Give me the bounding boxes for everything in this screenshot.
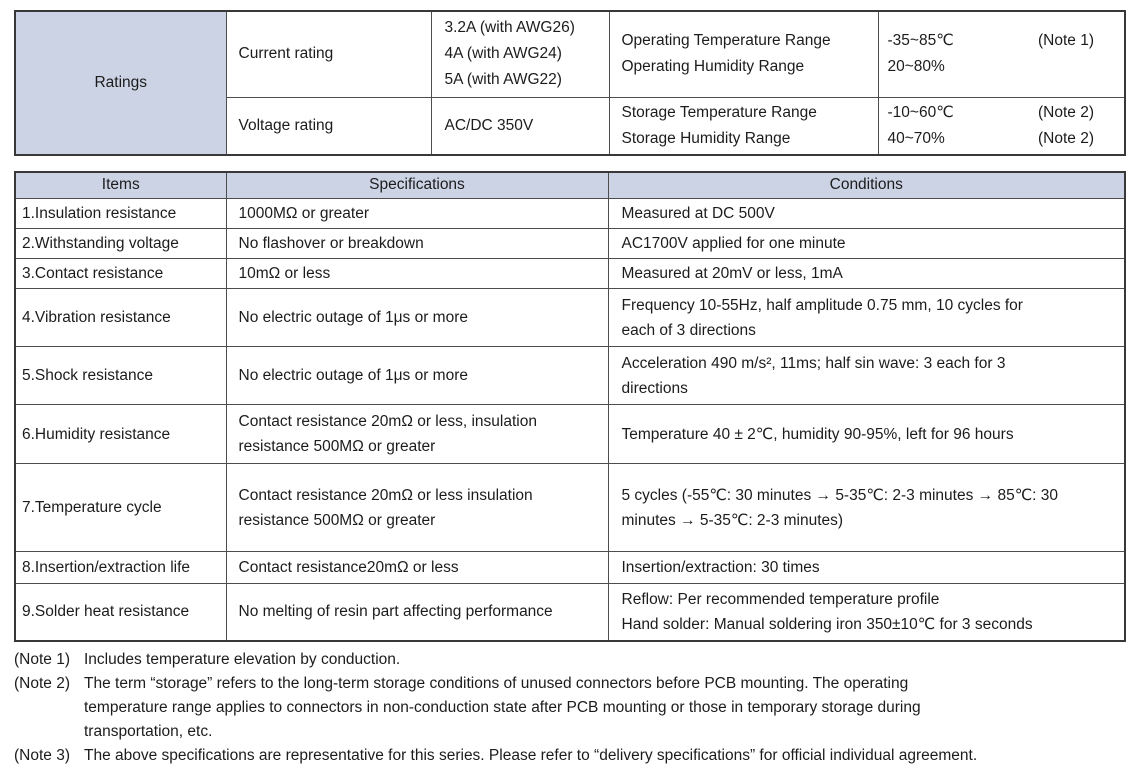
item-cell: 6.Humidity resistance: [15, 405, 226, 464]
item-cell: 2.Withstanding voltage: [15, 229, 226, 259]
table-row: [15, 229, 1125, 259]
storage-temp-range-label: Storage Temperature Range: [621, 103, 817, 121]
operating-temp-range-value: -35~85℃: [887, 32, 954, 50]
storage-humidity-range-value: 40~70%: [887, 129, 945, 147]
operating-humidity-range-label: Operating Humidity Range: [621, 58, 805, 76]
table-row: [15, 259, 1125, 289]
note-2-text: The term “storage” refers to the long-term storage conditions of unused connectors before PCB mounting. The operating temperature range applies to connectors in non-conduction state after PCB mounting or those in temporary storage during transportation, etc.: [84, 674, 921, 740]
item-cell: 1.Insulation resistance: [15, 199, 226, 229]
operating-humidity-range-line: [888, 54, 1095, 80]
header-specifications: Specifications: [226, 172, 608, 199]
operating-temp-range-line: [888, 28, 1095, 54]
storage-temp-range-line: [888, 100, 1095, 126]
table-row: [15, 289, 1125, 347]
table-row: [15, 199, 1125, 229]
condition-cell: Frequency 10-55Hz, half amplitude 0.75 mm, 10 cycles for each of 3 directions: [608, 289, 1125, 347]
item-cell: 5.Shock resistance: [15, 347, 226, 405]
operating-temp-range-label: Operating Temperature Range: [621, 32, 831, 50]
current-rating-label: Current rating: [226, 11, 431, 97]
notes-section: [14, 648, 1124, 768]
ratings-row-current: [15, 11, 1125, 97]
spec-cell: 1000MΩ or greater: [226, 199, 608, 229]
note-1-text: Includes temperature elevation by conduction.: [84, 650, 401, 668]
note-1-label: (Note 1): [14, 650, 70, 668]
storage-humidity-range-note: (Note 2): [1038, 129, 1094, 147]
condition-cell: Measured at DC 500V: [608, 199, 1125, 229]
spec-table-header-row: [15, 172, 1125, 199]
spec-cell: No electric outage of 1μs or more: [226, 289, 608, 347]
item-cell: 3.Contact resistance: [15, 259, 226, 289]
spec-cell: No electric outage of 1μs or more: [226, 347, 608, 405]
spec-cell: 10mΩ or less: [226, 259, 608, 289]
note-3-label: (Note 3): [14, 746, 70, 764]
table-row: [15, 464, 1125, 552]
storage-temp-range-value: -10~60℃: [887, 103, 954, 121]
item-cell: 4.Vibration resistance: [15, 289, 226, 347]
item-cell: 8.Insertion/extraction life: [15, 552, 226, 584]
operating-humidity-range-value: 20~80%: [887, 58, 945, 76]
note-2: [14, 672, 1124, 744]
ratings-title-cell: Ratings: [15, 11, 226, 155]
operating-range-values: [878, 11, 1125, 97]
header-conditions: Conditions: [608, 172, 1125, 199]
condition-cell: Temperature 40 ± 2℃, humidity 90-95%, left for 96 hours: [608, 405, 1125, 464]
spec-cell: No flashover or breakdown: [226, 229, 608, 259]
condition-cell: Measured at 20mV or less, 1mA: [608, 259, 1125, 289]
ratings-table: [14, 10, 1126, 156]
current-rating-value: 3.2A (with AWG26) 4A (with AWG24) 5A (with AWG22): [431, 11, 609, 97]
note-3-text: The above specifications are representative for this series. Please refer to “delivery specifications” for official individual agreement.: [84, 746, 978, 764]
spec-cell: No melting of resin part affecting performance: [226, 584, 608, 641]
condition-cell: Acceleration 490 m/s², 11ms; half sin wave: 3 each for 3 directions: [608, 347, 1125, 405]
condition-cell: AC1700V applied for one minute: [608, 229, 1125, 259]
table-row: [15, 552, 1125, 584]
storage-humidity-range-label: Storage Humidity Range: [621, 129, 791, 147]
storage-temp-range-note: (Note 2): [1038, 103, 1094, 121]
table-row: [15, 347, 1125, 405]
note-1: [14, 648, 1124, 672]
condition-cell: Reflow: Per recommended temperature profile Hand solder: Manual soldering iron 350±10℃ for 3 seconds: [608, 584, 1125, 641]
spec-cell: Contact resistance 20mΩ or less insulation resistance 500MΩ or greater: [226, 464, 608, 552]
storage-humidity-range-line: [888, 126, 1095, 152]
voltage-rating-value: AC/DC 350V: [431, 97, 609, 155]
operating-temp-range-note: (Note 1): [1038, 32, 1094, 50]
condition-cell: 5 cycles (-55℃: 30 minutes → 5-35℃: 2-3 minutes → 85℃: 30 minutes → 5-35℃: 2-3 minutes): [608, 464, 1125, 552]
note-3: [14, 744, 1124, 768]
condition-cell: Insertion/extraction: 30 times: [608, 552, 1125, 584]
storage-range-labels: [609, 97, 878, 155]
item-cell: 9.Solder heat resistance: [15, 584, 226, 641]
storage-range-values: [878, 97, 1125, 155]
item-cell: 7.Temperature cycle: [15, 464, 226, 552]
spec-table: [14, 171, 1126, 642]
note-2-label: (Note 2): [14, 674, 70, 692]
header-items: Items: [15, 172, 226, 199]
spec-cell: Contact resistance 20mΩ or less, insulation resistance 500MΩ or greater: [226, 405, 608, 464]
table-row: [15, 584, 1125, 641]
voltage-rating-label: Voltage rating: [226, 97, 431, 155]
operating-range-labels: [609, 11, 878, 97]
table-row: [15, 405, 1125, 464]
spec-cell: Contact resistance20mΩ or less: [226, 552, 608, 584]
